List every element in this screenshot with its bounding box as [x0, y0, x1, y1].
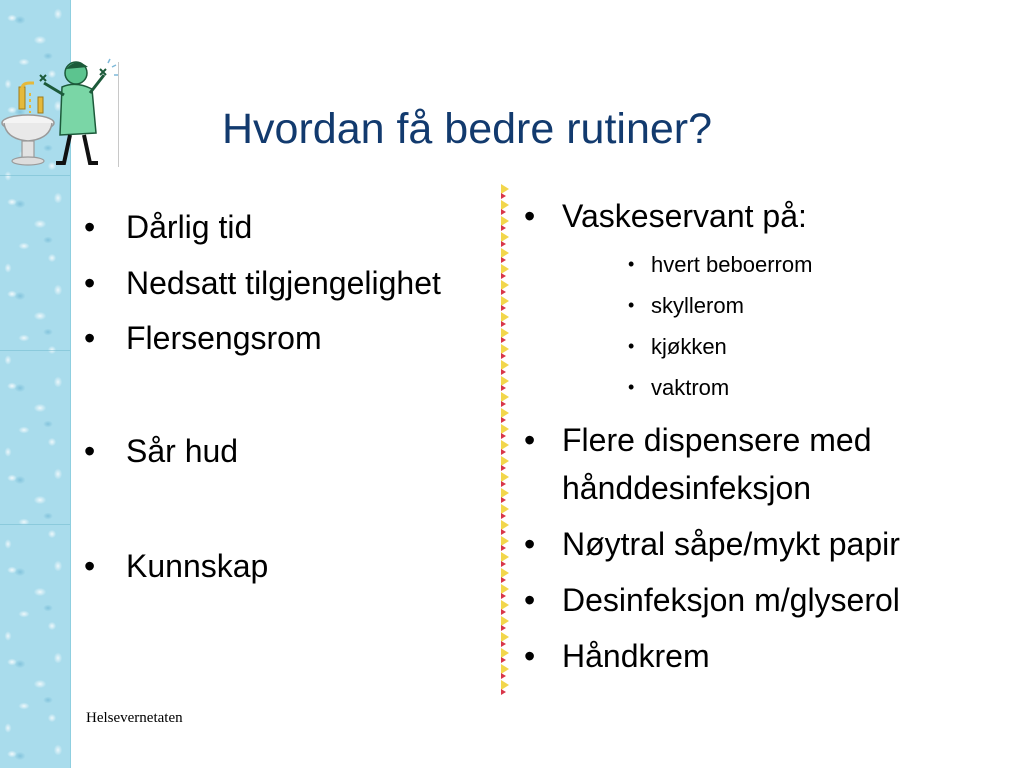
clipart-divider: [118, 62, 119, 167]
sub-list-item: [524, 326, 1014, 367]
divider-chevron-red: [501, 193, 506, 199]
bullet-text: Nedsatt tilgjengelighet: [126, 265, 441, 301]
bullet-dot: •: [84, 320, 96, 356]
divider-chevron-red: [501, 273, 506, 279]
divider-chevron-yellow: [501, 520, 509, 530]
list-item: [84, 315, 484, 362]
divider-chevron-yellow: [501, 296, 509, 306]
divider-chevron-red: [501, 433, 506, 439]
divider-chevron-red: [501, 417, 506, 423]
divider-chevron-yellow: [501, 536, 509, 546]
sub-bullet-text: vaktrom: [651, 375, 730, 400]
list-item: [84, 260, 484, 307]
divider-chevron-red: [501, 465, 506, 471]
divider-chevron-red: [501, 401, 506, 407]
sub-bullet-dot: •: [628, 254, 635, 274]
sub-list-item: [524, 285, 1014, 326]
divider-chevron-red: [501, 625, 506, 631]
divider-chevron-yellow: [501, 616, 509, 626]
divider-chevron-red: [501, 257, 506, 263]
list-item: [524, 520, 1014, 568]
sub-bullet-text: skyllerom: [651, 293, 744, 318]
divider-chevron-red: [501, 529, 506, 535]
bullet-text: Vaskeservant på:: [562, 198, 807, 234]
bullet-dot: •: [524, 198, 536, 234]
divider-chevron-yellow: [501, 280, 509, 290]
bullet-text: Desinfeksjon m/glyserol: [562, 582, 900, 618]
bullet-dot: •: [84, 433, 96, 469]
sub-bullet-dot: •: [628, 336, 635, 356]
divider-chevron-red: [501, 689, 506, 695]
divider-chevron-yellow: [501, 328, 509, 338]
bullet-dot: •: [524, 526, 536, 562]
sub-bullet-dot: •: [628, 295, 635, 315]
person-washing-at-sink-icon: [0, 55, 122, 170]
divider-chevron-yellow: [501, 632, 509, 642]
divider-chevron-yellow: [501, 408, 509, 418]
bullet-text: Flere dispensere med hånddesinfeksjon: [562, 422, 872, 506]
divider-chevron-yellow: [501, 232, 509, 242]
divider-chevron-red: [501, 673, 506, 679]
left-bullet-list: [84, 204, 484, 590]
divider-chevron-yellow: [501, 456, 509, 466]
divider-chevron-yellow: [501, 264, 509, 274]
divider-chevron-red: [501, 561, 506, 567]
divider-chevron-yellow: [501, 248, 509, 258]
sub-bullet-text: kjøkken: [651, 334, 727, 359]
list-item: [524, 192, 1014, 240]
bullet-text: Dårlig tid: [126, 209, 253, 245]
divider-chevron-yellow: [501, 424, 509, 434]
divider-chevron-red: [501, 449, 506, 455]
bullet-dot: •: [84, 548, 96, 584]
sub-list-item: [524, 244, 1014, 285]
bullet-text: Nøytral såpe/mykt papir: [562, 526, 900, 562]
divider-chevron-yellow: [501, 584, 509, 594]
divider-chevron-red: [501, 545, 506, 551]
tile-seam: [0, 524, 70, 525]
divider-chevron-yellow: [501, 504, 509, 514]
divider-chevron-yellow: [501, 472, 509, 482]
right-bullet-list: [524, 192, 1014, 680]
divider-chevron-yellow: [501, 680, 509, 690]
bullet-dot: •: [524, 582, 536, 618]
divider-chevron-yellow: [501, 568, 509, 578]
divider-chevron-red: [501, 593, 506, 599]
list-item: [524, 416, 1014, 512]
divider-chevron-red: [501, 369, 506, 375]
sub-list-item: [524, 367, 1014, 408]
divider-chevron-yellow: [501, 664, 509, 674]
bullet-dot: •: [524, 638, 536, 674]
list-item: [84, 543, 484, 590]
divider-chevron-red: [501, 609, 506, 615]
divider-chevron-red: [501, 225, 506, 231]
sub-bullet-dot: •: [628, 377, 635, 397]
divider-chevron-red: [501, 289, 506, 295]
divider-chevron-yellow: [501, 440, 509, 450]
bullet-text: Håndkrem: [562, 638, 710, 674]
sub-bullet-text: hvert beboerrom: [651, 252, 813, 277]
divider-chevron-red: [501, 209, 506, 215]
divider-chevron-yellow: [501, 376, 509, 386]
divider-chevron-yellow: [501, 360, 509, 370]
divider-chevron-red: [501, 481, 506, 487]
divider-chevron-yellow: [501, 200, 509, 210]
divider-chevron-yellow: [501, 552, 509, 562]
bullet-text: Flersengsrom: [126, 320, 322, 356]
divider-chevron-red: [501, 385, 506, 391]
tile-seam: [0, 175, 70, 176]
divider-chevron-red: [501, 305, 506, 311]
bullet-dot: •: [524, 422, 536, 458]
divider-chevron-yellow: [501, 184, 509, 194]
bullet-text: Kunnskap: [126, 548, 269, 584]
bullet-dot: •: [84, 209, 96, 245]
divider-chevron-yellow: [501, 344, 509, 354]
divider-chevron-red: [501, 497, 506, 503]
list-item: [524, 576, 1014, 624]
slide-title: Hvordan få bedre rutiner?: [222, 105, 713, 153]
divider-chevron-red: [501, 337, 506, 343]
divider-chevron-yellow: [501, 216, 509, 226]
list-item: [524, 632, 1014, 680]
tile-seam: [0, 350, 70, 351]
divider-chevron-red: [501, 241, 506, 247]
divider-chevron-yellow: [501, 488, 509, 498]
arrow-chain-divider: [498, 184, 514, 700]
divider-chevron-red: [501, 321, 506, 327]
divider-chevron-red: [501, 641, 506, 647]
divider-chevron-red: [501, 513, 506, 519]
divider-chevron-red: [501, 577, 506, 583]
divider-chevron-red: [501, 657, 506, 663]
divider-chevron-yellow: [501, 392, 509, 402]
bullet-text: Sår hud: [126, 433, 239, 469]
divider-chevron-yellow: [501, 648, 509, 658]
divider-chevron-red: [501, 353, 506, 359]
divider-chevron-yellow: [501, 312, 509, 322]
list-item: [84, 204, 484, 251]
footer-text: Helsevernetaten: [86, 710, 183, 726]
bullet-dot: •: [84, 265, 96, 301]
divider-chevron-yellow: [501, 600, 509, 610]
list-item: [84, 428, 484, 475]
